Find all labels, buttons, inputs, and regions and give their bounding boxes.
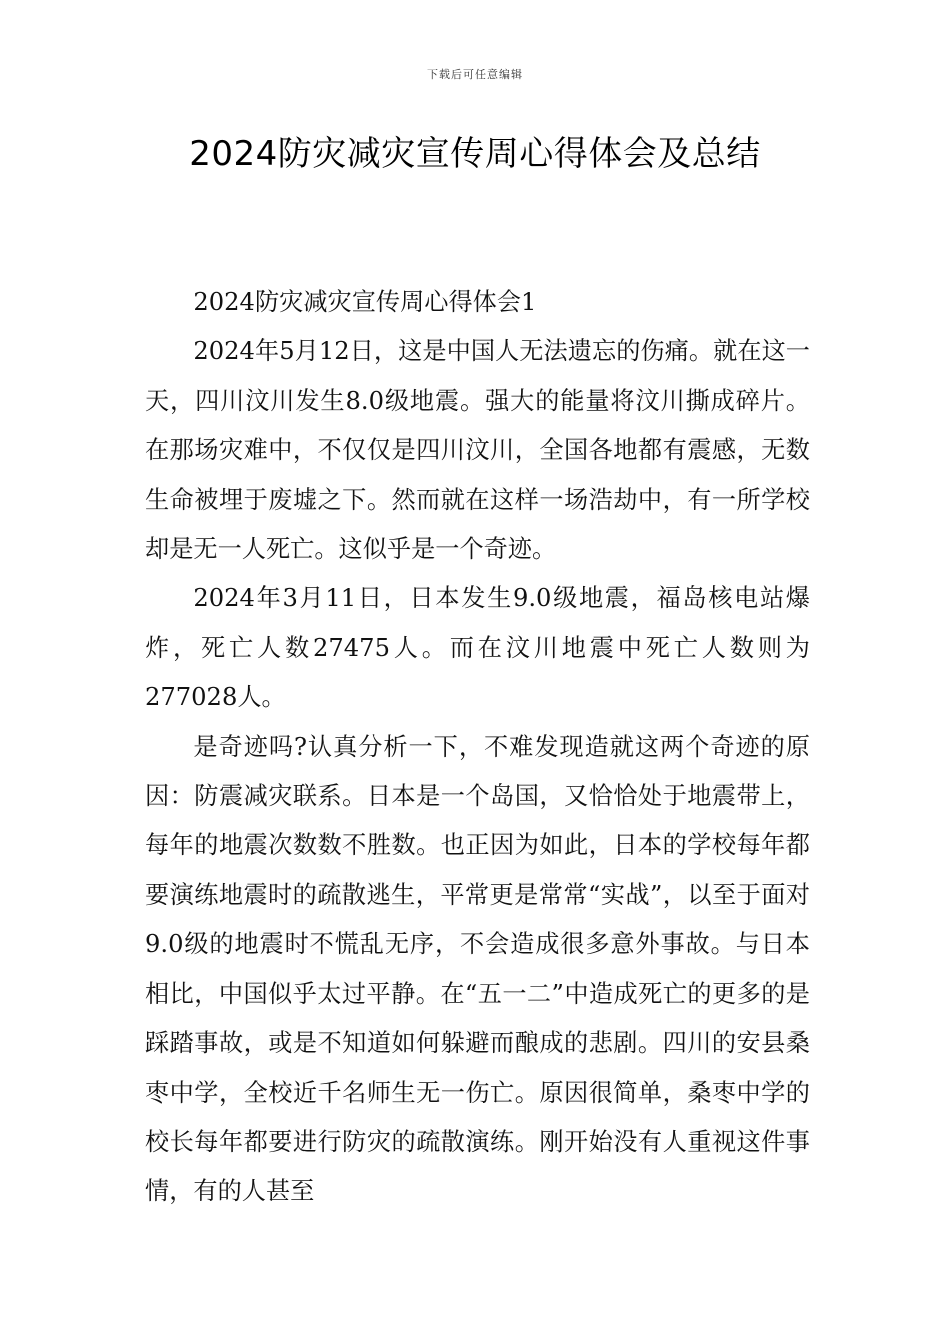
document-title: 2024防灾减灾宣传周心得体会及总结 [189, 134, 761, 174]
document-body [145, 278, 810, 1217]
paragraph: 是奇迹吗?认真分析一下，不难发现造就这两个奇迹的原因：防震减灾联系。日本是一个岛国，又恰恰处于地震带上，每年的地震次数数不胜数。也正因为如此，日本的学校每年都要演练地震时的疏散逃生，平常更是常常“实战”，以至于面对9.0级的地震时不慌乱无序，不会造成很多意外事故。与日本相比，中国似乎太过平静。在“五一二”中造成死亡的更多的是踩踏事故，或是不知道如何躲避而酿成的悲剧。四川的安县桑枣中学，全校近千名师生无一伤亡。原因很简单，桑枣中学的校长每年都要进行防灾的疏散演练。刚开始没有人重视这件事情，有的人甚至 [145, 732, 810, 1206]
paragraph: 2024年3月11日，日本发生9.0级地震，福岛核电站爆炸，死亡人数27475人。而在汶川地震中死亡人数则为277028人。 [145, 584, 810, 712]
paragraph: 2024年5月12日，这是中国人无法遗忘的伤痛。就在这一天，四川汶川发生8.0级地震。强大的能量将汶川撕成碎片。在那场灾难中，不仅仅是四川汶川，全国各地都有震感，无数生命被埋于废墟之下。然而就在这样一场浩劫中，有一所学校却是无一人死亡。这似乎是一个奇迹。 [145, 337, 810, 564]
section-heading: 2024防灾减灾宣传周心得体会1 [193, 288, 537, 316]
header-note: 下载后可任意编辑 [427, 68, 523, 81]
